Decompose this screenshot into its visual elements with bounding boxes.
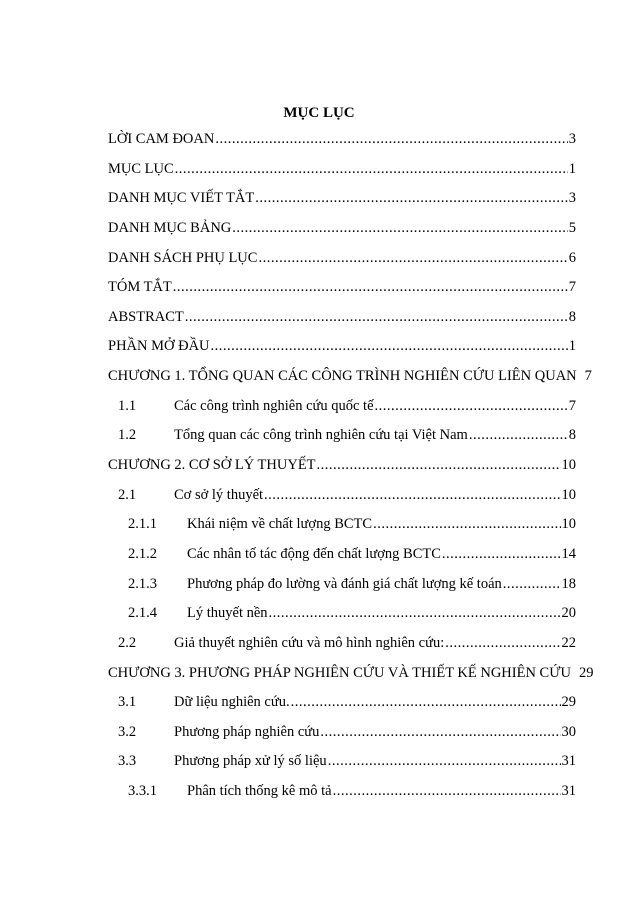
toc-entry-label: Khái niệm về chất lượng BCTC bbox=[187, 516, 373, 533]
toc-entry-page: 14 bbox=[561, 545, 576, 562]
toc-list bbox=[108, 125, 594, 807]
toc-entry-number: 3.3 bbox=[118, 753, 137, 770]
toc-entry-label: Phương pháp xử lý số liệu bbox=[174, 753, 327, 770]
toc-entry[interactable] bbox=[108, 332, 576, 362]
dot-leader bbox=[375, 392, 568, 422]
toc-entry-page: 10 bbox=[561, 516, 576, 533]
toc-entry-number: 2.1.3 bbox=[128, 575, 157, 592]
dot-leader bbox=[445, 629, 560, 659]
toc-entry[interactable] bbox=[108, 125, 576, 155]
toc-entry[interactable] bbox=[108, 540, 576, 570]
toc-entry[interactable] bbox=[108, 214, 576, 244]
toc-entry[interactable] bbox=[108, 155, 576, 185]
dot-leader bbox=[175, 155, 568, 185]
toc-entry-number: 2.1.4 bbox=[128, 605, 157, 622]
toc-entry[interactable] bbox=[108, 184, 576, 214]
toc-entry-label: LỜI CAM ĐOAN bbox=[108, 131, 215, 147]
toc-entry-page: 5 bbox=[568, 219, 576, 236]
toc-entry-page: 30 bbox=[561, 723, 576, 740]
dot-leader bbox=[328, 747, 561, 777]
dot-leader bbox=[185, 303, 568, 333]
toc-entry[interactable] bbox=[108, 747, 576, 777]
toc-entry[interactable] bbox=[108, 303, 576, 333]
toc-entry-number: 2.1.1 bbox=[128, 516, 157, 533]
toc-entry[interactable] bbox=[108, 421, 576, 451]
dot-leader bbox=[269, 599, 561, 629]
toc-entry-page: 3 bbox=[568, 190, 576, 207]
toc-entry-label: CHƯƠNG 3. PHƯƠNG PHÁP NGHIÊN CỨU VÀ THIẾT KẾ NGHIÊN CỨU bbox=[108, 664, 571, 681]
toc-entry-number: 3.1 bbox=[118, 694, 137, 711]
toc-entry-number: 1.2 bbox=[118, 427, 137, 444]
toc-entry[interactable] bbox=[108, 392, 576, 422]
toc-entry[interactable] bbox=[108, 510, 576, 540]
toc-entry-label: Tổng quan các công trình nghiên cứu tại Việt Nam bbox=[174, 427, 468, 444]
toc-entry-page: 7 bbox=[568, 279, 576, 296]
toc-entry-label: Phương pháp đo lường và đánh giá chất lượng kế toán bbox=[187, 575, 502, 592]
toc-entry-label: DANH MỤC BẢNG bbox=[108, 219, 232, 236]
dot-leader bbox=[503, 570, 561, 600]
toc-entry[interactable] bbox=[108, 481, 576, 511]
toc-entry-label: Phân tích thống kê mô tả bbox=[187, 783, 332, 800]
toc-entry-page: 18 bbox=[561, 575, 576, 592]
page-title: MỤC LỤC bbox=[283, 105, 355, 121]
dot-leader bbox=[333, 777, 561, 807]
toc-entry-number: 2.1 bbox=[118, 486, 137, 503]
toc-entry-label: Giả thuyết nghiên cứu và mô hình nghiên cứu: bbox=[174, 634, 445, 651]
toc-entry-label: Các công trình nghiên cứu quốc tế bbox=[174, 397, 374, 414]
toc-entry-page: 8 bbox=[568, 308, 576, 325]
toc-entry-number: 2.1.2 bbox=[128, 545, 157, 562]
dot-leader bbox=[320, 718, 560, 748]
toc-entry-label: Các nhân tố tác động đến chất lượng BCTC bbox=[187, 545, 441, 562]
toc-entry[interactable] bbox=[108, 362, 592, 392]
toc-entry[interactable] bbox=[108, 570, 576, 600]
toc-entry-page: 29 bbox=[578, 664, 594, 681]
toc-entry-number: 1.1 bbox=[118, 397, 137, 414]
dot-leader bbox=[442, 540, 561, 570]
toc-entry[interactable] bbox=[108, 629, 576, 659]
toc-entry-page: 31 bbox=[561, 783, 576, 800]
toc-entry-page: 29 bbox=[561, 694, 576, 711]
toc-entry-label: MỤC LỤC bbox=[108, 160, 174, 177]
toc-entry-label: ABSTRACT bbox=[108, 308, 184, 325]
toc-entry-label: Phương pháp nghiên cứu bbox=[174, 723, 320, 740]
dot-leader bbox=[255, 184, 568, 214]
toc-entry[interactable] bbox=[108, 688, 576, 718]
dot-leader bbox=[258, 244, 567, 274]
toc-entry-label: DANH MỤC VIẾT TẮT bbox=[108, 190, 255, 207]
dot-leader bbox=[215, 125, 567, 155]
toc-entry[interactable] bbox=[108, 273, 576, 303]
toc-entry-page: 31 bbox=[561, 753, 576, 770]
toc-entry-page: 22 bbox=[561, 634, 576, 651]
dot-leader bbox=[469, 421, 568, 451]
toc-entry-page: 6 bbox=[568, 249, 576, 266]
toc-entry-page: 10 bbox=[561, 486, 576, 503]
toc-entry-label: TÓM TẮT bbox=[108, 279, 172, 296]
toc-entry-label: CHƯƠNG 2. CƠ SỞ LÝ THUYẾT bbox=[108, 457, 316, 474]
toc-entry-number: 2.2 bbox=[118, 634, 137, 651]
toc-entry-label: PHẦN MỞ ĐẦU bbox=[108, 338, 210, 355]
dot-leader bbox=[173, 273, 568, 303]
dot-leader bbox=[317, 451, 561, 481]
toc-entry-number: 3.2 bbox=[118, 723, 137, 740]
toc-entry-label: Dữ liệu nghiên cứu. bbox=[174, 694, 290, 711]
toc-entry[interactable] bbox=[108, 659, 594, 689]
toc-entry-page: 10 bbox=[561, 457, 576, 474]
toc-entry-label: Lý thuyết nền bbox=[187, 605, 268, 622]
toc-entry[interactable] bbox=[108, 777, 576, 807]
toc-entry[interactable] bbox=[108, 244, 576, 274]
toc-entry-label: CHƯƠNG 1. TỔNG QUAN CÁC CÔNG TRÌNH NGHIÊN CỨU LIÊN QUAN bbox=[108, 368, 577, 385]
toc-entry-page: 7 bbox=[584, 368, 592, 385]
toc-entry-page: 3 bbox=[568, 131, 576, 147]
toc-entry-label: Cơ sở lý thuyết bbox=[174, 486, 264, 503]
dot-leader bbox=[291, 688, 561, 718]
toc-entry[interactable] bbox=[108, 599, 576, 629]
toc-entry-page: 1 bbox=[568, 160, 576, 177]
toc-entry-page: 20 bbox=[561, 605, 576, 622]
toc-entry-page: 8 bbox=[568, 427, 576, 444]
dot-leader bbox=[373, 510, 560, 540]
dot-leader bbox=[232, 214, 567, 244]
toc-entry-page: 1 bbox=[568, 338, 576, 355]
toc-entry[interactable] bbox=[108, 718, 576, 748]
toc-entry-number: 3.3.1 bbox=[128, 783, 157, 800]
toc-entry-label: DANH SÁCH PHỤ LỤC bbox=[108, 249, 258, 266]
dot-leader bbox=[264, 481, 560, 511]
dot-leader bbox=[211, 332, 568, 362]
toc-entry[interactable] bbox=[108, 451, 576, 481]
toc-entry-page: 7 bbox=[568, 397, 576, 414]
